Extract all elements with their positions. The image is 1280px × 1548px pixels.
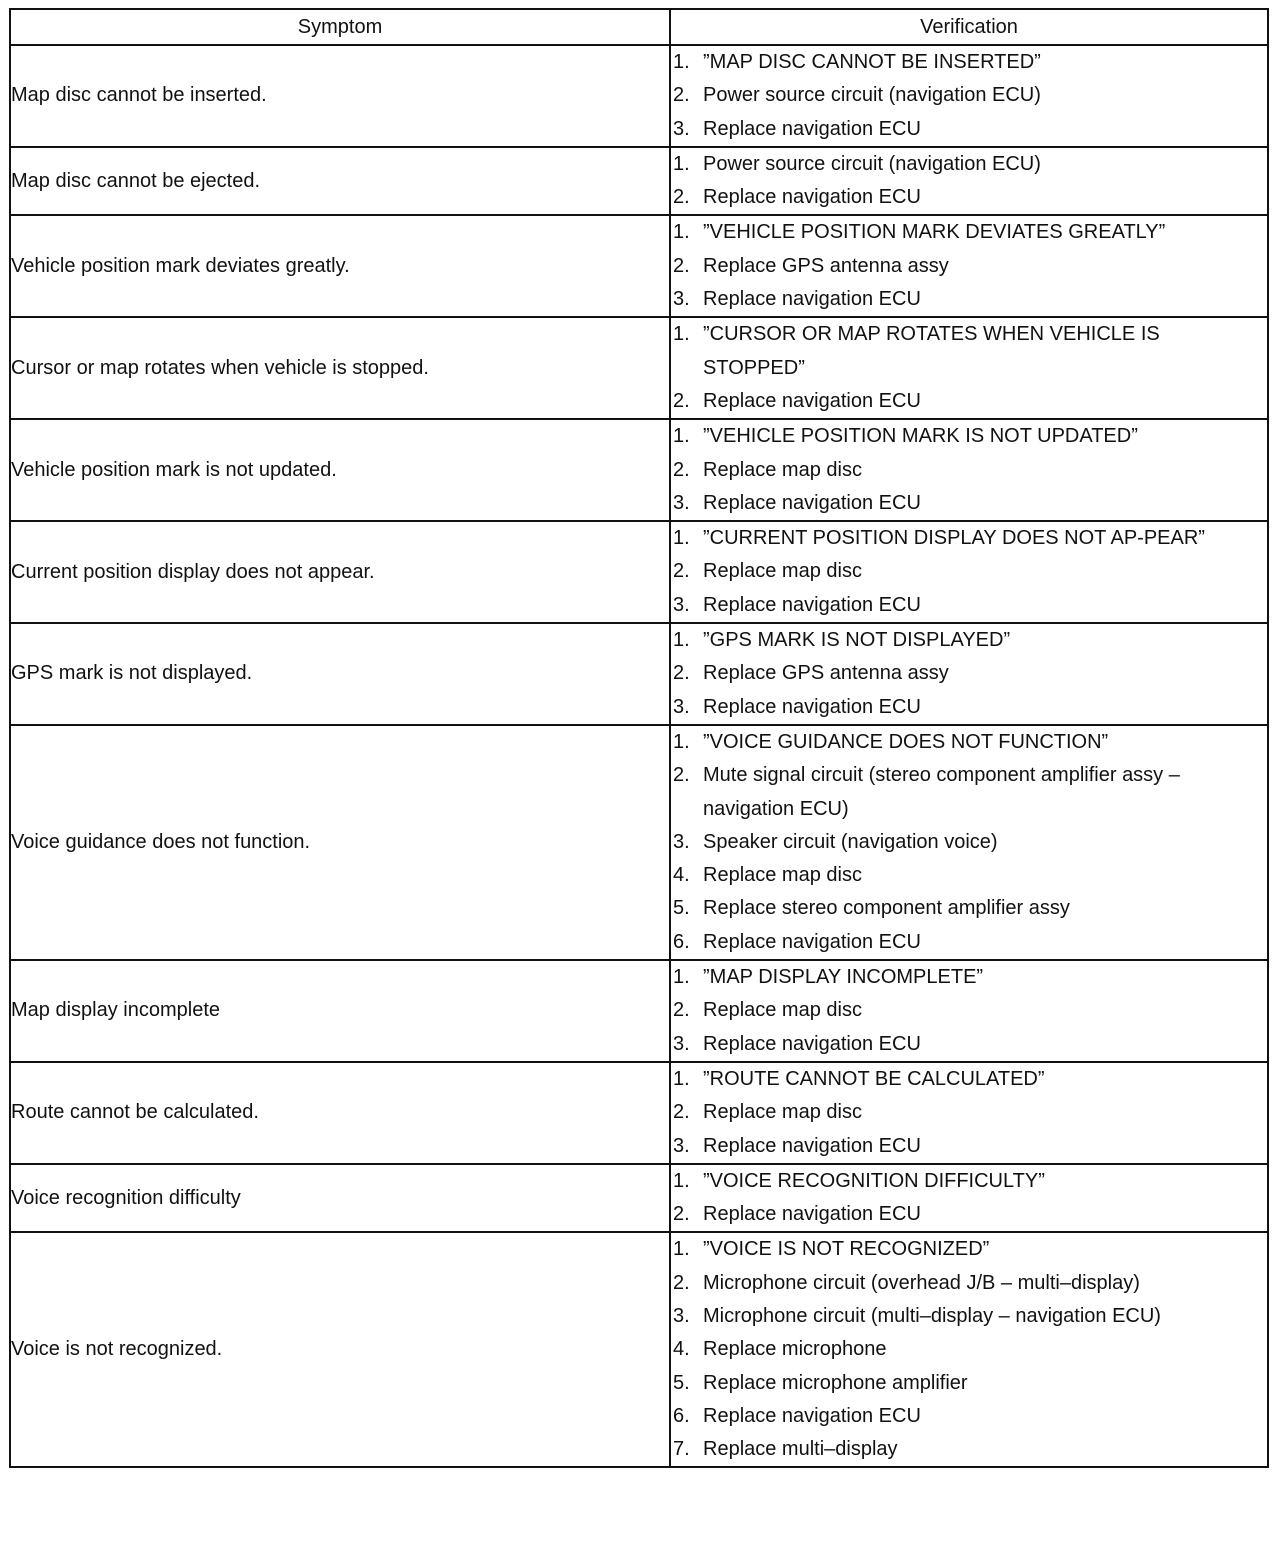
verification-step xyxy=(671,420,1267,453)
step-number: 1. xyxy=(673,730,690,753)
table-row xyxy=(10,725,1268,960)
step-number: 1. xyxy=(673,966,690,989)
step-number: 7. xyxy=(673,1438,690,1461)
table-row xyxy=(10,1062,1268,1164)
verification-step xyxy=(671,181,1267,214)
table-row xyxy=(10,317,1268,419)
step-text: Replace map disc xyxy=(703,1101,862,1124)
step-number: 1. xyxy=(673,51,690,73)
verification-step xyxy=(671,1096,1267,1129)
step-text: Replace navigation ECU xyxy=(703,593,921,616)
step-text: Replace navigation ECU xyxy=(703,1203,921,1226)
verification-step xyxy=(671,926,1267,959)
step-text: Replace navigation ECU xyxy=(703,288,921,311)
step-number: 2. xyxy=(673,764,690,787)
step-text: Replace map disc xyxy=(703,864,862,887)
verification-cell xyxy=(670,1232,1268,1467)
step-text: Replace GPS antenna assy xyxy=(703,662,949,685)
step-text: ”VOICE RECOGNITION DIFFICULTY” xyxy=(703,1169,1045,1192)
step-text: Microphone circuit (overhead J/B – multi–display) xyxy=(703,1271,1140,1294)
step-number: 3. xyxy=(673,288,690,311)
symptom-cell: Voice is not recognized. xyxy=(10,1232,670,1467)
verification-cell xyxy=(670,960,1268,1062)
step-number: 3. xyxy=(673,491,690,514)
step-text: Replace navigation ECU xyxy=(703,389,921,412)
symptom-cell: GPS mark is not displayed. xyxy=(10,623,670,725)
verification-cell xyxy=(670,521,1268,623)
step-number: 1. xyxy=(673,1169,690,1192)
symptom-cell: Route cannot be calculated. xyxy=(10,1062,670,1164)
verification-step xyxy=(671,1130,1267,1163)
table-row xyxy=(10,1232,1268,1467)
step-number: 2. xyxy=(673,1271,690,1294)
verification-step xyxy=(671,46,1267,79)
verification-step xyxy=(671,1267,1267,1300)
step-number: 3. xyxy=(673,1032,690,1055)
table-row xyxy=(10,147,1268,216)
verification-step xyxy=(671,385,1267,418)
verification-step xyxy=(671,759,1267,826)
verification-cell xyxy=(670,623,1268,725)
step-number: 2. xyxy=(673,458,690,481)
step-text: Replace navigation ECU xyxy=(703,186,921,209)
step-number: 3. xyxy=(673,593,690,616)
verification-step xyxy=(671,691,1267,724)
table-row xyxy=(10,45,1268,147)
symptom-cell: Map display incomplete xyxy=(10,960,670,1062)
verification-step xyxy=(671,1165,1267,1198)
verification-step xyxy=(671,892,1267,925)
table-row xyxy=(10,215,1268,317)
step-text: Replace map disc xyxy=(703,999,862,1022)
table-row xyxy=(10,960,1268,1062)
step-number: 2. xyxy=(673,186,690,209)
step-number: 1. xyxy=(673,323,690,346)
step-text: Replace navigation ECU xyxy=(703,1134,921,1157)
symptom-cell: Voice guidance does not function. xyxy=(10,725,670,960)
verification-step xyxy=(671,726,1267,759)
step-number: 5. xyxy=(673,1371,690,1394)
verification-step xyxy=(671,1063,1267,1096)
verification-step xyxy=(671,487,1267,520)
verification-step xyxy=(671,1367,1267,1400)
verification-step xyxy=(671,826,1267,859)
step-number: 1. xyxy=(673,221,690,244)
verification-cell xyxy=(670,317,1268,419)
verification-step xyxy=(671,318,1267,385)
verification-step xyxy=(671,859,1267,892)
step-number: 1. xyxy=(673,1067,690,1090)
step-text: Mute signal circuit (stereo component amplifier assy – navigation ECU) xyxy=(703,764,1180,820)
verification-step xyxy=(671,1433,1267,1466)
verification-cell xyxy=(670,1164,1268,1233)
step-number: 1. xyxy=(673,527,690,550)
symptom-cell: Voice recognition difficulty xyxy=(10,1164,670,1233)
verification-cell xyxy=(670,45,1268,147)
step-text: ”VEHICLE POSITION MARK DEVIATES GREATLY” xyxy=(703,221,1166,244)
step-number: 3. xyxy=(673,830,690,853)
verification-step xyxy=(671,1400,1267,1433)
step-number: 6. xyxy=(673,1404,690,1427)
verification-step xyxy=(671,555,1267,588)
verification-step xyxy=(671,522,1267,555)
step-text: Microphone circuit (multi–display – navigation ECU) xyxy=(703,1304,1161,1327)
step-text: Replace map disc xyxy=(703,560,862,583)
symptom-cell: Vehicle position mark is not updated. xyxy=(10,419,670,521)
step-number: 6. xyxy=(673,930,690,953)
step-number: 2. xyxy=(673,84,690,107)
verification-step xyxy=(671,454,1267,487)
troubleshooting-table xyxy=(9,8,1269,1468)
step-text: Replace navigation ECU xyxy=(703,1032,921,1055)
step-number: 1. xyxy=(673,629,690,652)
step-text: Power source circuit (navigation ECU) xyxy=(703,84,1041,107)
verification-step xyxy=(671,250,1267,283)
symptom-cell: Map disc cannot be inserted. xyxy=(10,45,670,147)
step-number: 2. xyxy=(673,1203,690,1226)
verification-step xyxy=(671,216,1267,249)
step-text: ”VOICE IS NOT RECOGNIZED” xyxy=(703,1238,990,1261)
step-number: 2. xyxy=(673,999,690,1022)
step-text: Replace map disc xyxy=(703,458,862,481)
step-text: ”VEHICLE POSITION MARK IS NOT UPDATED” xyxy=(703,425,1138,448)
step-text: Replace navigation ECU xyxy=(703,491,921,514)
verification-step xyxy=(671,1198,1267,1231)
step-text: ”MAP DISC CANNOT BE INSERTED” xyxy=(703,51,1041,73)
table-row xyxy=(10,1164,1268,1233)
symptom-cell: Cursor or map rotates when vehicle is stopped. xyxy=(10,317,670,419)
table-row xyxy=(10,419,1268,521)
verification-step xyxy=(671,1300,1267,1333)
step-number: 1. xyxy=(673,425,690,448)
verification-step xyxy=(671,1028,1267,1061)
verification-step xyxy=(671,624,1267,657)
verification-cell xyxy=(670,419,1268,521)
step-number: 1. xyxy=(673,1238,690,1261)
step-number: 3. xyxy=(673,1134,690,1157)
step-number: 2. xyxy=(673,254,690,277)
step-number: 4. xyxy=(673,864,690,887)
verification-cell xyxy=(670,1062,1268,1164)
table-row xyxy=(10,623,1268,725)
step-text: Replace microphone amplifier xyxy=(703,1371,968,1394)
step-text: ”CURSOR OR MAP ROTATES WHEN VEHICLE IS STOPPED” xyxy=(703,323,1160,379)
step-text: Replace navigation ECU xyxy=(703,117,921,140)
step-number: 2. xyxy=(673,1101,690,1124)
table-row xyxy=(10,521,1268,623)
step-text: ”VOICE GUIDANCE DOES NOT FUNCTION” xyxy=(703,730,1109,753)
step-number: 2. xyxy=(673,560,690,583)
step-text: Replace navigation ECU xyxy=(703,930,921,953)
verification-step xyxy=(671,79,1267,112)
step-text: Replace multi–display xyxy=(703,1438,898,1461)
step-number: 3. xyxy=(673,1304,690,1327)
symptom-header: Symptom xyxy=(10,9,670,45)
table-body xyxy=(10,45,1268,1467)
step-number: 5. xyxy=(673,897,690,920)
step-number: 1. xyxy=(673,152,690,175)
step-text: Speaker circuit (navigation voice) xyxy=(703,830,998,853)
verification-step xyxy=(671,113,1267,146)
verification-step xyxy=(671,148,1267,181)
step-text: Replace navigation ECU xyxy=(703,695,921,718)
step-text: Power source circuit (navigation ECU) xyxy=(703,152,1041,175)
verification-step xyxy=(671,283,1267,316)
step-text: Replace navigation ECU xyxy=(703,1404,921,1427)
symptom-cell: Vehicle position mark deviates greatly. xyxy=(10,215,670,317)
symptom-cell: Current position display does not appear. xyxy=(10,521,670,623)
verification-cell xyxy=(670,147,1268,216)
symptom-cell: Map disc cannot be ejected. xyxy=(10,147,670,216)
verification-cell xyxy=(670,725,1268,960)
step-number: 2. xyxy=(673,662,690,685)
verification-step xyxy=(671,1233,1267,1266)
step-number: 3. xyxy=(673,695,690,718)
step-text: Replace GPS antenna assy xyxy=(703,254,949,277)
step-text: Replace microphone xyxy=(703,1338,887,1361)
step-text: ”CURRENT POSITION DISPLAY DOES NOT AP-PEAR” xyxy=(703,527,1205,550)
step-text: Replace stereo component amplifier assy xyxy=(703,897,1070,920)
header-row xyxy=(10,9,1268,45)
verification-step xyxy=(671,1333,1267,1366)
step-number: 3. xyxy=(673,117,690,140)
step-number: 2. xyxy=(673,389,690,412)
verification-step xyxy=(671,589,1267,622)
step-text: ”GPS MARK IS NOT DISPLAYED” xyxy=(703,629,1011,652)
step-text: ”ROUTE CANNOT BE CALCULATED” xyxy=(703,1067,1045,1090)
verification-header: Verification xyxy=(670,9,1268,45)
verification-step xyxy=(671,994,1267,1027)
verification-cell xyxy=(670,215,1268,317)
verification-step xyxy=(671,657,1267,690)
step-text: ”MAP DISPLAY INCOMPLETE” xyxy=(703,966,984,989)
step-number: 4. xyxy=(673,1338,690,1361)
verification-step xyxy=(671,961,1267,994)
